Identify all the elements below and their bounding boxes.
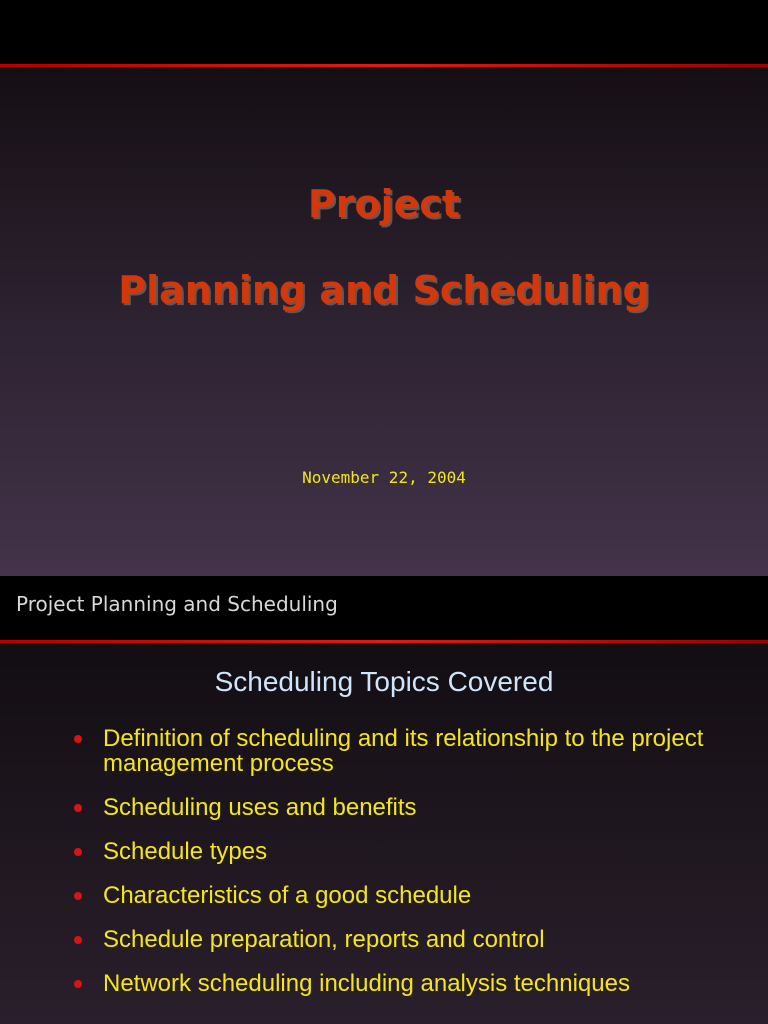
- list-item: [0, 971, 768, 996]
- bullet-dot-icon: [74, 980, 82, 988]
- list-item: [0, 726, 768, 776]
- list-item-text: Schedule preparation, reports and control: [103, 926, 545, 953]
- bullet-dot-icon: [74, 804, 82, 812]
- topics-slide: [0, 576, 768, 1024]
- title-line-2: Planning and Scheduling: [118, 268, 650, 312]
- list-item-text: Network scheduling including analysis techniques: [103, 970, 630, 997]
- list-item-text: Schedule types: [103, 838, 268, 865]
- title-line-1: Project: [307, 182, 461, 226]
- header-divider: [0, 640, 768, 643]
- bullet-dot-icon: [74, 892, 82, 900]
- list-item-text: Definition of scheduling and its relationship to the project management process: [103, 725, 704, 777]
- topic-list: [0, 726, 768, 1015]
- bullet-dot-icon: [74, 735, 82, 743]
- slide-header-band: [0, 0, 768, 64]
- list-item-text: Characteristics of a good schedule: [103, 882, 472, 909]
- list-item: [0, 883, 768, 908]
- list-item: [0, 839, 768, 864]
- slide-title: Scheduling Topics Covered: [214, 666, 554, 697]
- list-item: [0, 927, 768, 952]
- list-item: [0, 795, 768, 820]
- presentation-date: November 22, 2004: [302, 468, 466, 487]
- bullet-dot-icon: [74, 936, 82, 944]
- bullet-dot-icon: [74, 848, 82, 856]
- slide-header-title: Project Planning and Scheduling: [16, 592, 338, 616]
- header-divider: [0, 64, 768, 67]
- slide-header-band: [0, 576, 768, 640]
- list-item-text: Scheduling uses and benefits: [103, 794, 417, 821]
